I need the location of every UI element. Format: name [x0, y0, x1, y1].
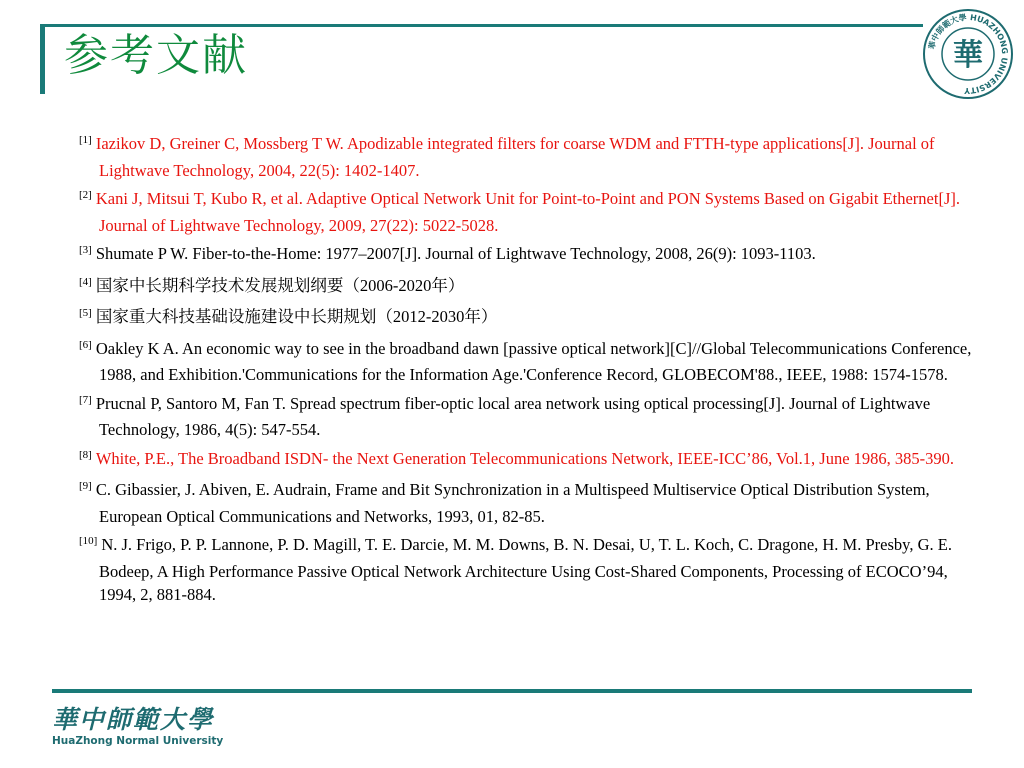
reference-text: White, P.E., The Broadband ISDN- the Next Generation Telecommunications Network, IEEE-ICC’86, Vol.1, June 1986, 385-390.: [95, 448, 955, 468]
title-accent-bar: [40, 24, 45, 94]
reference-text: Shumate P W. Fiber-to-the-Home: 1977–2007[J]. Journal of Lightwave Technology, 2008, 26(9): 1093-1103.: [95, 244, 816, 263]
reference-item: [62, 242, 982, 269]
reference-text: 国家中长期科学技术发展规划纲要（2006-2020年）: [95, 275, 465, 295]
reference-item: [62, 392, 982, 442]
reference-text: Iazikov D, Greiner C, Mossberg T W. Apodizable integrated filters for coarse WDM and FTTH-type applications[J]. Journal of Lightwave Technology, 2004, 22(5): 1402-1407.: [95, 134, 935, 180]
reference-number: [9]: [79, 480, 92, 492]
reference-item: [62, 274, 982, 301]
seal-emblem: 華: [953, 38, 983, 73]
reference-number: [2]: [79, 189, 92, 201]
reference-number: [3]: [79, 244, 92, 256]
reference-item: [62, 447, 982, 474]
reference-text: C. Gibassier, J. Abiven, E. Audrain, Frame and Bit Synchronization in a Multispeed Multiservice Optical Distribution System, European Optical Communications and Networks, 1993, 01, 82-85.: [95, 480, 930, 526]
reference-text: Prucnal P, Santoro M, Fan T. Spread spectrum fiber-optic local area network using optical processing[J]. Journal of Lightwave Technology, 1986, 4(5): 547-554.: [95, 393, 931, 439]
bottom-divider: [52, 689, 972, 693]
reference-list: [62, 132, 982, 612]
page-title: 参考文献: [64, 30, 248, 81]
reference-item: [62, 478, 982, 528]
reference-text: Oakley K A. An economic way to see in the broadband dawn [passive optical network][C]//Global Telecommunications Conference, 1988, and Exhibition.'Communications for the Information Age.'Conference Record, GLOBECOM'88., IEEE, 1988: 1574-1578.: [95, 338, 972, 384]
reference-item: [62, 337, 982, 387]
reference-item: [62, 305, 982, 332]
reference-number: [1]: [79, 134, 92, 146]
seal-outer-text: 華中師範大學 HUAZHONG UNIVERSITY: [927, 12, 1010, 96]
reference-number: [10]: [79, 535, 98, 547]
reference-text: Kani J, Mitsui T, Kubo R, et al. Adaptive Optical Network Unit for Point-to-Point and PON Systems Based on Gigabit Ethernet[J]. Journal of Lightwave Technology, 2009, 27(22): 5022-5028.: [95, 189, 960, 235]
reference-item: [62, 187, 982, 237]
reference-number: [7]: [79, 393, 92, 406]
footer-logo: [52, 700, 224, 750]
footer-logo-chinese: 華中師範大學: [52, 705, 215, 734]
reference-number: [5]: [79, 307, 92, 319]
reference-text: 国家重大科技基础设施建设中长期规划（2012-2030年）: [95, 307, 498, 326]
reference-item: [62, 132, 982, 182]
reference-item: [62, 533, 982, 607]
reference-text: N. J. Frigo, P. P. Lannone, P. D. Magill, T. E. Darcie, M. M. Downs, B. N. Desai, U, T. L. Koch, C. Dragone, H. M. Presby, G. E. Bodeep, A High Performance Passive Optical Network Architecture Using Cost-Shared Components, Processing of ECOCO’94, 1994, 2, 881-884.: [99, 535, 952, 604]
reference-number: [6]: [79, 338, 92, 351]
reference-number: [4]: [79, 275, 92, 288]
university-seal-icon: [922, 8, 1014, 100]
top-divider: [43, 24, 923, 27]
reference-number: [8]: [79, 448, 92, 461]
footer-logo-english: HuaZhong Normal University: [52, 735, 224, 747]
